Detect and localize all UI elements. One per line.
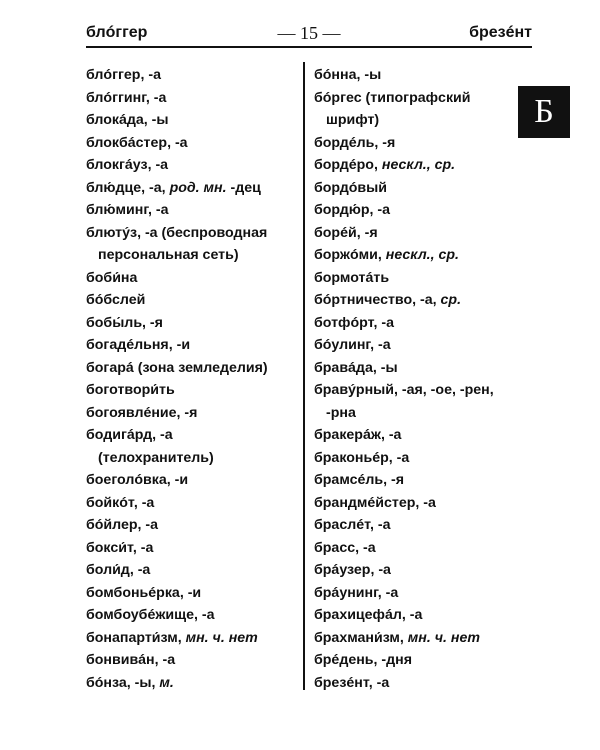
dictionary-entry — [86, 312, 298, 335]
entry-grammar: , -а — [415, 494, 436, 511]
entry-grammar: , -я — [356, 224, 378, 241]
dictionary-entry — [86, 357, 298, 380]
entry-grammar: , -а — [377, 584, 399, 601]
dictionary-entry — [314, 87, 530, 132]
dictionary-entry — [314, 469, 530, 492]
entry-headword: брéдень — [314, 652, 374, 668]
entry-grammar-suffix: -дец — [226, 179, 261, 196]
entry-headword: брахмани́зм — [314, 629, 400, 646]
dictionary-entry — [86, 514, 298, 537]
dictionary-entry — [314, 379, 530, 424]
entry-grammar: , -а — [140, 67, 161, 83]
entry-grammar: , -а — [193, 607, 215, 623]
entry-grammar: , -а, — [141, 179, 170, 196]
dictionary-entry — [314, 64, 530, 87]
dictionary-entry — [86, 672, 298, 695]
dictionary-entry — [86, 222, 298, 267]
entry-grammar: , -дня — [373, 652, 412, 668]
entry-headword: бордю́р — [314, 202, 370, 218]
entry-grammar: , -а — [147, 157, 169, 173]
entry-headword: богоявлéние — [86, 404, 177, 421]
entry-headword: боби́на — [86, 269, 138, 286]
dictionary-entry — [314, 424, 530, 447]
dictionary-entry — [314, 132, 530, 155]
running-header — [86, 20, 532, 50]
entry-headword: блóггер — [86, 67, 141, 83]
entry-continuation: (телохранитель) — [98, 449, 214, 466]
dictionary-entry — [314, 154, 530, 177]
dictionary-entry — [86, 424, 298, 469]
entry-grammar: , -и — [179, 584, 202, 601]
entry-grammar: , -а — [129, 562, 151, 578]
entry-grammar: , — [177, 629, 186, 646]
dictionary-entry — [314, 649, 530, 672]
entry-headword: бóргес — [314, 89, 362, 106]
entry-grammar: , — [373, 157, 382, 173]
entry-headword: бóйлер — [86, 517, 138, 533]
entry-headword: бодигáрд — [86, 427, 153, 443]
entry-headword: бонапарти́зм — [86, 629, 178, 646]
dictionary-entry — [86, 604, 298, 627]
entry-headword: блю́дце — [86, 179, 142, 196]
dictionary-entry — [86, 267, 298, 290]
entry-headword: боли́д — [86, 562, 130, 578]
entry-headword: бордéро — [314, 157, 374, 173]
dictionary-entry — [86, 582, 298, 605]
entry-headword: бормотáть — [314, 269, 390, 286]
dictionary-entry — [86, 154, 298, 177]
entry-continuation: персональная сеть) — [98, 247, 239, 263]
dictionary-entry — [86, 177, 298, 200]
dictionary-entry — [314, 334, 530, 357]
dictionary-entry — [314, 672, 530, 695]
entry-grammar: , -а — [154, 652, 176, 668]
entry-grammar: , -а — [167, 134, 188, 151]
entry-grammar-label: нескл., ср. — [381, 157, 456, 173]
entry-grammar-label: нескл., ср. — [385, 247, 459, 263]
entry-grammar: , -а — [132, 539, 154, 556]
entry-headword: бóулинг — [314, 337, 371, 353]
entry-grammar: , -а — [380, 427, 402, 443]
right-column — [314, 64, 530, 694]
entry-headword: бравáда — [314, 359, 373, 376]
entry-grammar: , -а — [388, 449, 410, 466]
dictionary-entry — [86, 289, 298, 312]
entry-grammar: , -а — [370, 337, 391, 353]
dictionary-entry — [314, 492, 530, 515]
entry-headword: богадéльня — [86, 337, 169, 353]
entry-headword: боготвори́ть — [86, 382, 175, 398]
entry-grammar: , -а — [148, 202, 169, 218]
entry-grammar-label: род. мн. — [169, 179, 227, 196]
entry-headword: блютýз — [86, 224, 138, 241]
entry-headword: брахицефáл — [314, 607, 402, 623]
guide-word-left: блóггер — [86, 24, 148, 41]
entry-headword: бракерáж — [314, 427, 381, 443]
entry-headword: боржóми — [314, 247, 378, 263]
entry-grammar-label: мн. ч. нет — [407, 629, 480, 646]
entry-grammar: (зона земледелия) — [133, 359, 268, 376]
dictionary-entry — [314, 199, 530, 222]
entry-headword: ботфóрт — [314, 314, 374, 331]
header-rule — [86, 46, 532, 48]
guide-word-right: брезéнт — [469, 24, 532, 41]
section-letter-tab: Б — [518, 86, 570, 138]
entry-grammar: , -а (беспроводная — [137, 224, 268, 241]
dictionary-entry — [86, 379, 298, 402]
dictionary-entry — [86, 627, 298, 650]
entry-headword: блокгáуз — [86, 157, 148, 173]
left-column — [86, 64, 298, 694]
entry-grammar: , -и — [168, 337, 191, 353]
entry-headword: бордéль — [314, 134, 375, 151]
dictionary-entry — [314, 312, 530, 335]
entry-grammar-label: ср. — [440, 292, 462, 308]
dictionary-entry — [314, 267, 530, 290]
entry-grammar: , -а — [152, 427, 173, 443]
entry-headword: брамсéль — [314, 472, 384, 488]
entry-headword: бордóвый — [314, 179, 387, 196]
dictionary-entry — [86, 132, 298, 155]
entry-headword: боеголóвка — [86, 472, 167, 488]
dictionary-entry — [314, 447, 530, 470]
entry-grammar: , -а — [355, 539, 376, 556]
entry-headword: бокси́т — [86, 539, 133, 556]
entry-headword: бомбоубéжище — [86, 607, 194, 623]
dictionary-entry — [314, 222, 530, 245]
entry-grammar: , -а — [370, 562, 391, 578]
entry-headword: брасс — [314, 539, 356, 556]
entry-grammar: , -ы — [143, 112, 169, 128]
entry-headword: бобы́ль — [86, 314, 143, 331]
entry-headword: брáунинг — [314, 584, 378, 601]
entry-grammar: , — [377, 247, 386, 263]
entry-headword: брандмéйстер — [314, 494, 416, 511]
entry-headword: блокбáстер — [86, 134, 168, 151]
entry-headword: бóртничество — [314, 292, 413, 308]
entry-grammar: , -ы — [372, 359, 398, 376]
entry-grammar: , — [399, 629, 408, 646]
entry-grammar: , -а, — [412, 292, 441, 308]
entry-headword: блю́минг — [86, 202, 148, 218]
entry-grammar: , -я — [176, 404, 198, 421]
entry-headword: бóнна — [314, 67, 357, 83]
entry-grammar: , -а — [368, 674, 390, 691]
column-divider — [303, 62, 305, 690]
entry-headword: брезéнт — [314, 674, 369, 691]
page-number: — 15 — — [277, 23, 341, 43]
dictionary-entry — [314, 604, 530, 627]
dictionary-entry — [86, 334, 298, 357]
entry-grammar: , -и — [166, 472, 189, 488]
dictionary-entry — [314, 582, 530, 605]
dictionary-entry — [86, 199, 298, 222]
entry-headword: бравýрный — [314, 382, 395, 398]
dictionary-entry — [314, 289, 530, 312]
entry-headword: богарá — [86, 359, 134, 376]
entry-headword: браконьéр — [314, 449, 389, 466]
entry-headword: брáузер — [314, 562, 371, 578]
entry-grammar: , -я — [374, 134, 396, 151]
entry-grammar: , -а — [370, 517, 391, 533]
dictionary-entry — [314, 514, 530, 537]
entry-grammar: , -я — [142, 314, 163, 331]
dictionary-entry — [314, 537, 530, 560]
dictionary-entry — [86, 649, 298, 672]
entry-grammar: , -а — [137, 517, 159, 533]
entry-grammar-label: м. — [159, 674, 174, 691]
entry-grammar: , -я — [383, 472, 405, 488]
dictionary-entry — [314, 627, 530, 650]
dictionary-entry — [86, 402, 298, 425]
entry-headword: блокáда — [86, 112, 144, 128]
entry-grammar: , -ая, -ое, -рен, — [394, 382, 494, 398]
entry-headword: блóггинг — [86, 89, 146, 106]
dictionary-entry — [86, 559, 298, 582]
entry-grammar: (типографский — [361, 89, 471, 106]
entry-grammar: , -а — [401, 607, 423, 623]
dictionary-entry — [314, 559, 530, 582]
dictionary-entry — [314, 177, 530, 200]
entry-grammar: , -а — [373, 314, 394, 331]
entry-headword: бóнза — [86, 674, 127, 691]
entry-headword: бойкóт — [86, 494, 134, 511]
entry-grammar: , -а — [369, 202, 391, 218]
entry-grammar: , -а — [133, 494, 155, 511]
dictionary-entry — [86, 64, 298, 87]
dictionary-entry — [86, 87, 298, 110]
entry-grammar-label: мн. ч. нет — [185, 629, 258, 646]
dictionary-entry — [86, 492, 298, 515]
entry-grammar: , -а — [145, 89, 167, 106]
entry-grammar: , -ы, — [126, 674, 160, 691]
dictionary-entry — [314, 357, 530, 380]
entry-headword: борéй — [314, 224, 357, 241]
dictionary-entry — [86, 537, 298, 560]
dictionary-entry — [314, 244, 530, 267]
entry-headword: бомбоньéрка — [86, 584, 180, 601]
entry-continuation: -рна — [326, 404, 356, 421]
entry-headword: бóбслей — [86, 292, 146, 308]
entry-continuation: шрифт) — [326, 112, 380, 128]
entry-headword: браслéт — [314, 517, 370, 533]
dictionary-entry — [86, 469, 298, 492]
entry-grammar: , -ы — [356, 67, 382, 83]
dictionary-entry — [86, 109, 298, 132]
entry-headword: бонвивáн — [86, 652, 155, 668]
